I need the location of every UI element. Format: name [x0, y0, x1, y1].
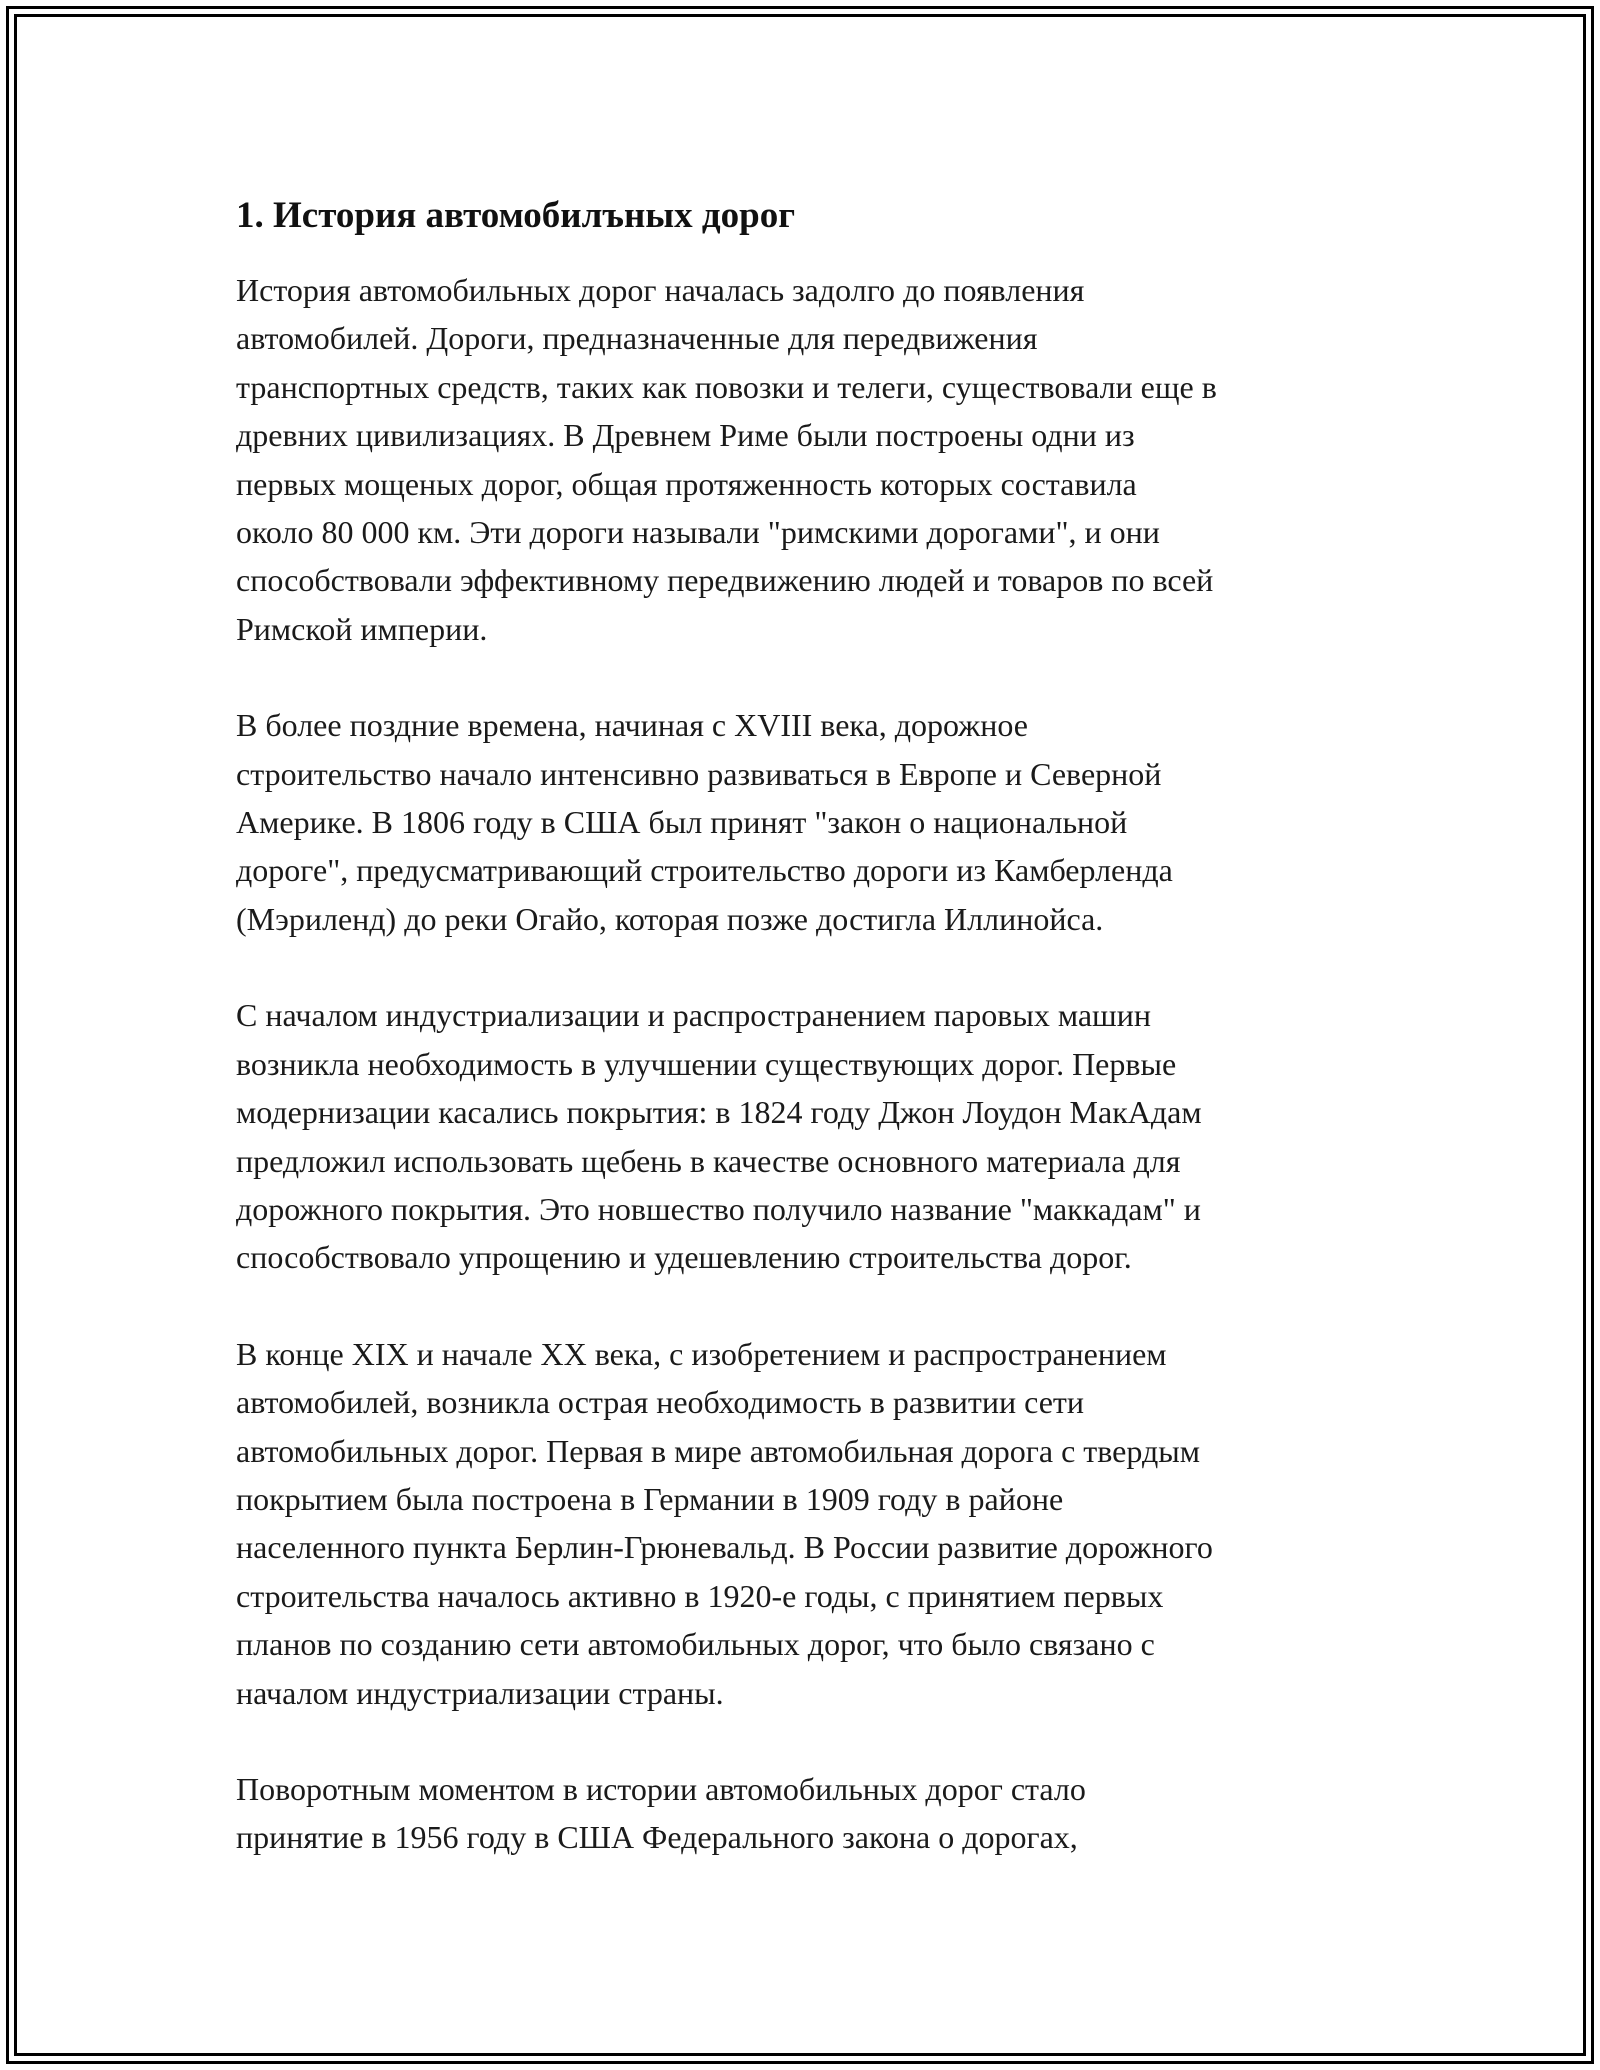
paragraph-18th-century [236, 701, 1386, 943]
text-line: автомобилей, возникла острая необходимость в развитии сети [236, 1384, 1085, 1421]
text-line: способствовало упрощению и удешевлению строительства дорог. [236, 1239, 1132, 1276]
paragraph-roman-roads [236, 266, 1386, 653]
text-line: Римской империи. [236, 610, 488, 647]
text-line: населенного пункта Берлин-Грюневальд. В России развитие дорожного [236, 1529, 1213, 1566]
text-line: строительства началось активно в 1920-е годы, с принятием первых [236, 1577, 1164, 1614]
text-line: Америке. В 1806 году в США был принят "закон о национальной [236, 804, 1128, 841]
paragraph-automobiles [236, 1330, 1386, 1717]
text-line: первых мощеных дорог, общая протяженность которых составила [236, 465, 1137, 502]
text-line: строительство начало интенсивно развиваться в Европе и Северной [236, 755, 1162, 792]
document-body [236, 188, 1386, 1910]
text-line: предложил использовать щебень в качестве основного материала для [236, 1142, 1181, 1179]
text-line: С началом индустриализации и распространением паровых машин [236, 997, 1151, 1034]
text-line: (Мэриленд) до реки Огайо, которая позже достигла Иллинойса. [236, 900, 1104, 937]
section-heading: 1. История автомобилъных дорог [236, 195, 796, 236]
text-line: около 80 000 км. Эти дороги называли "римскими дорогами", и они [236, 514, 1160, 551]
text-line: покрытием была построена в Германии в 1909 году в районе [236, 1480, 1064, 1517]
text-line: автомобилей. Дороги, предназначенные для передвижения [236, 320, 1038, 357]
text-line: возникла необходимость в улучшении существующих дорог. Первые [236, 1045, 1177, 1082]
text-line: дороге", предусматривающий строительство дороги из Камберленда [236, 852, 1173, 889]
text-line: автомобильных дорог. Первая в мире автомобильная дорога с твердым [236, 1432, 1200, 1469]
text-line: транспортных средств, таких как повозки и телеги, существовали еще в [236, 368, 1217, 405]
paragraph-1956-law [236, 1765, 1386, 1862]
paragraph-industrialization [236, 991, 1386, 1281]
text-line: В конце XIX и начале XX века, с изобретением и распространением [236, 1335, 1167, 1372]
text-line: модернизации касались покрытия: в 1824 году Джон Лоудон МакАдам [236, 1094, 1202, 1131]
text-line: Поворотным моментом в истории автомобильных дорог стало [236, 1770, 1086, 1807]
text-line: планов по созданию сети автомобильных дорог, что было связано с [236, 1626, 1155, 1663]
text-line: принятие в 1956 году в США Федерального закона о дорогах, [236, 1819, 1078, 1856]
text-line: дорожного покрытия. Это новшество получило название "маккадам" и [236, 1190, 1201, 1227]
text-line: История автомобильных дорог началась задолго до появления [236, 272, 1085, 308]
text-line: способствовали эффективному передвижению людей и товаров по всей [236, 562, 1214, 599]
text-line: древних цивилизациях. В Древнем Риме были построены одни из [236, 417, 1135, 454]
text-line: В более поздние времена, начиная с XVIII века, дорожное [236, 707, 1028, 744]
text-line: началом индустриализации страны. [236, 1674, 724, 1711]
